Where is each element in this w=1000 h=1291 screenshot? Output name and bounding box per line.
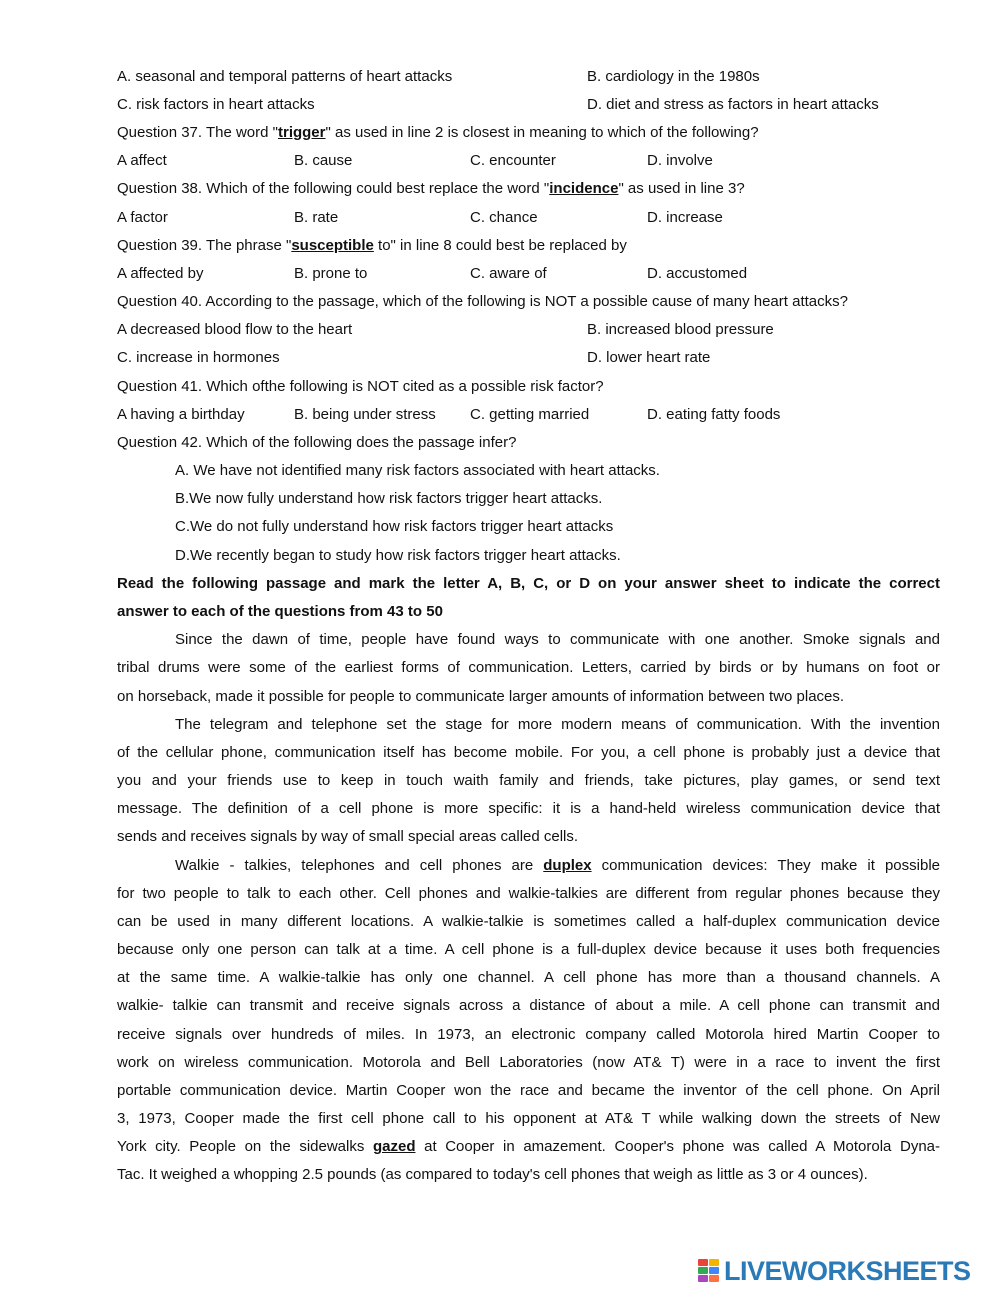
liveworksheets-logo — [698, 1255, 971, 1287]
q38-option-a[interactable]: A factor — [117, 209, 168, 226]
instruction-line-2: answer to each of the questions from 43 to 50 — [117, 603, 443, 620]
q37-option-d[interactable]: D. involve — [647, 152, 713, 169]
question-38-post: " as used in line 3? — [618, 180, 745, 197]
question-40-options-row-1 — [117, 320, 940, 340]
q39-option-d[interactable]: D. accustomed — [647, 265, 748, 282]
p2-line: message. The definition of a cell phone is more specific: it is a hand-held wireless communication device that — [117, 800, 940, 817]
duplex-keyword: duplex — [543, 857, 592, 874]
p2-line: of the cellular phone, communication itself has become mobile. For you, a cell phone is probably just a device that — [117, 744, 940, 761]
question-39-pre: Question 39. The phrase " — [117, 237, 292, 254]
p3-gaze-pre: York city. People on the sidewalks — [117, 1138, 373, 1155]
logo-text: LIVEWORKSHEETS — [724, 1255, 971, 1286]
p3-first-pre: Walkie - talkies, telephones and cell phones are — [175, 857, 544, 874]
question-38 — [117, 179, 940, 199]
p3-line: receive signals over hundreds of miles. In 1973, an electronic company called Motorola hired Martin Cooper to — [117, 1026, 940, 1043]
gazed-keyword: gazed — [372, 1138, 416, 1155]
p2-line: sends and receives signals by way of small special areas called cells. — [117, 828, 579, 845]
question-39-post: to" in line 8 could best be replaced by — [373, 237, 627, 254]
q42-option-c[interactable]: C.We do not fully understand how risk factors trigger heart attacks — [175, 518, 614, 535]
p3-line: work on wireless communication. Motorola and Bell Laboratories (now AT& T) were in a race to invent the first — [117, 1054, 940, 1071]
p3-last-line: Tac. It weighed a whopping 2.5 pounds (as compared to today's cell phones that weigh as little as 3 or 4 ounces). — [117, 1166, 868, 1183]
prev-options-row-2 — [117, 95, 940, 115]
q37-option-b[interactable]: B. cause — [294, 152, 353, 169]
question-41: Question 41. Which ofthe following is NOT cited as a possible risk factor? — [117, 378, 604, 395]
p2-line: you and your friends use to keep in touch waith family and friends, take pictures, play games, or send text — [117, 772, 940, 789]
q40-option-a[interactable]: A decreased blood flow to the heart — [117, 321, 353, 338]
p2-line: The telegram and telephone set the stage for more modern means of communication. With the invention — [175, 716, 940, 733]
q39-option-b[interactable]: B. prone to — [294, 265, 368, 282]
question-38-keyword: incidence — [549, 180, 619, 197]
logo-blocks-icon — [698, 1259, 720, 1283]
question-39-options — [117, 264, 940, 284]
p3-first-post: communication devices: They make it possible — [591, 857, 941, 874]
p1-line: tribal drums were some of the earliest forms of communication. Letters, carried by birds or by humans on foot or — [117, 659, 940, 676]
q40-option-b[interactable]: B. increased blood pressure — [587, 321, 774, 338]
p3-line: for two people to talk to each other. Cell phones and walkie-talkies are different from regular phones because they — [117, 885, 940, 902]
q39-option-a[interactable]: A affected by — [117, 265, 204, 282]
q39-option-c[interactable]: C. aware of — [470, 265, 547, 282]
question-40: Question 40. According to the passage, which of the following is NOT a possible cause of many heart attacks? — [117, 293, 848, 310]
prev-option-d[interactable]: D. diet and stress as factors in heart attacks — [587, 96, 879, 113]
p3-gaze-post: at Cooper in amazement. Cooper's phone was called A Motorola Dyna- — [415, 1138, 940, 1155]
p3-line: at the same time. A walkie-talkie has only one channel. A cell phone has more than a thousand channels. A — [117, 969, 940, 986]
prev-option-b[interactable]: B. cardiology in the 1980s — [587, 68, 760, 85]
prev-options-row-1 — [117, 67, 940, 87]
q40-option-d[interactable]: D. lower heart rate — [587, 349, 711, 366]
instruction-line-1: Read the following passage and mark the letter A, B, C, or D on your answer sheet to indicate the correct — [117, 575, 940, 592]
q38-option-d[interactable]: D. increase — [647, 209, 723, 226]
p3-line: can be used in many different locations. A walkie-talkie is sometimes called a half-duplex communication device — [117, 913, 940, 930]
p3-line: portable communication device. Martin Cooper won the race and became the inventor of the cell phone. On April — [117, 1082, 940, 1099]
q37-option-c[interactable]: C. encounter — [470, 152, 556, 169]
q42-option-a[interactable]: A. We have not identified many risk factors associated with heart attacks. — [175, 462, 660, 479]
question-37-keyword: trigger — [277, 124, 326, 141]
question-37-post: " as used in line 2 is closest in meaning to which of the following? — [325, 124, 759, 141]
q38-option-b[interactable]: B. rate — [294, 209, 339, 226]
question-39-keyword: susceptible — [291, 237, 374, 254]
q41-option-d[interactable]: D. eating fatty foods — [647, 406, 781, 423]
prev-option-a[interactable]: A. seasonal and temporal patterns of heart attacks — [117, 68, 453, 85]
p3-gaze-line — [117, 1137, 940, 1157]
question-42: Question 42. Which of the following does the passage infer? — [117, 434, 517, 451]
question-37 — [117, 123, 940, 143]
question-38-pre: Question 38. Which of the following could best replace the word " — [117, 180, 550, 197]
question-40-options-row-2 — [117, 348, 940, 368]
question-37-pre: Question 37. The word " — [117, 124, 278, 141]
p3-first-line — [175, 856, 940, 876]
question-39 — [117, 236, 940, 256]
q40-option-c[interactable]: C. increase in hormones — [117, 349, 280, 366]
q41-option-c[interactable]: C. getting married — [470, 406, 590, 423]
p1-line: Since the dawn of time, people have found ways to communicate with one another. Smoke signals and — [175, 631, 940, 648]
p3-line: walkie- talkie can transmit and receive signals across a distance of about a mile. A cell phone can transmit and — [117, 997, 940, 1014]
q41-option-a[interactable]: A having a birthday — [117, 406, 245, 423]
question-41-options — [117, 405, 940, 425]
question-38-options — [117, 208, 940, 228]
p3-line: 3, 1973, Cooper made the first cell phone call to his opponent at AT& T while walking down the streets of New — [117, 1110, 940, 1127]
question-37-options — [117, 151, 940, 171]
prev-option-c[interactable]: C. risk factors in heart attacks — [117, 96, 315, 113]
q42-option-b[interactable]: B.We now fully understand how risk factors trigger heart attacks. — [175, 490, 603, 507]
q41-option-b[interactable]: B. being under stress — [294, 406, 436, 423]
q42-option-d[interactable]: D.We recently began to study how risk factors trigger heart attacks. — [175, 547, 621, 564]
p1-line: on horseback, made it possible for people to communicate larger amounts of information between two places. — [117, 688, 845, 705]
q38-option-c[interactable]: C. chance — [470, 209, 538, 226]
p3-line: because only one person can talk at a time. A cell phone is a full-duplex device because it uses both frequencies — [117, 941, 940, 958]
q37-option-a[interactable]: A affect — [117, 152, 167, 169]
